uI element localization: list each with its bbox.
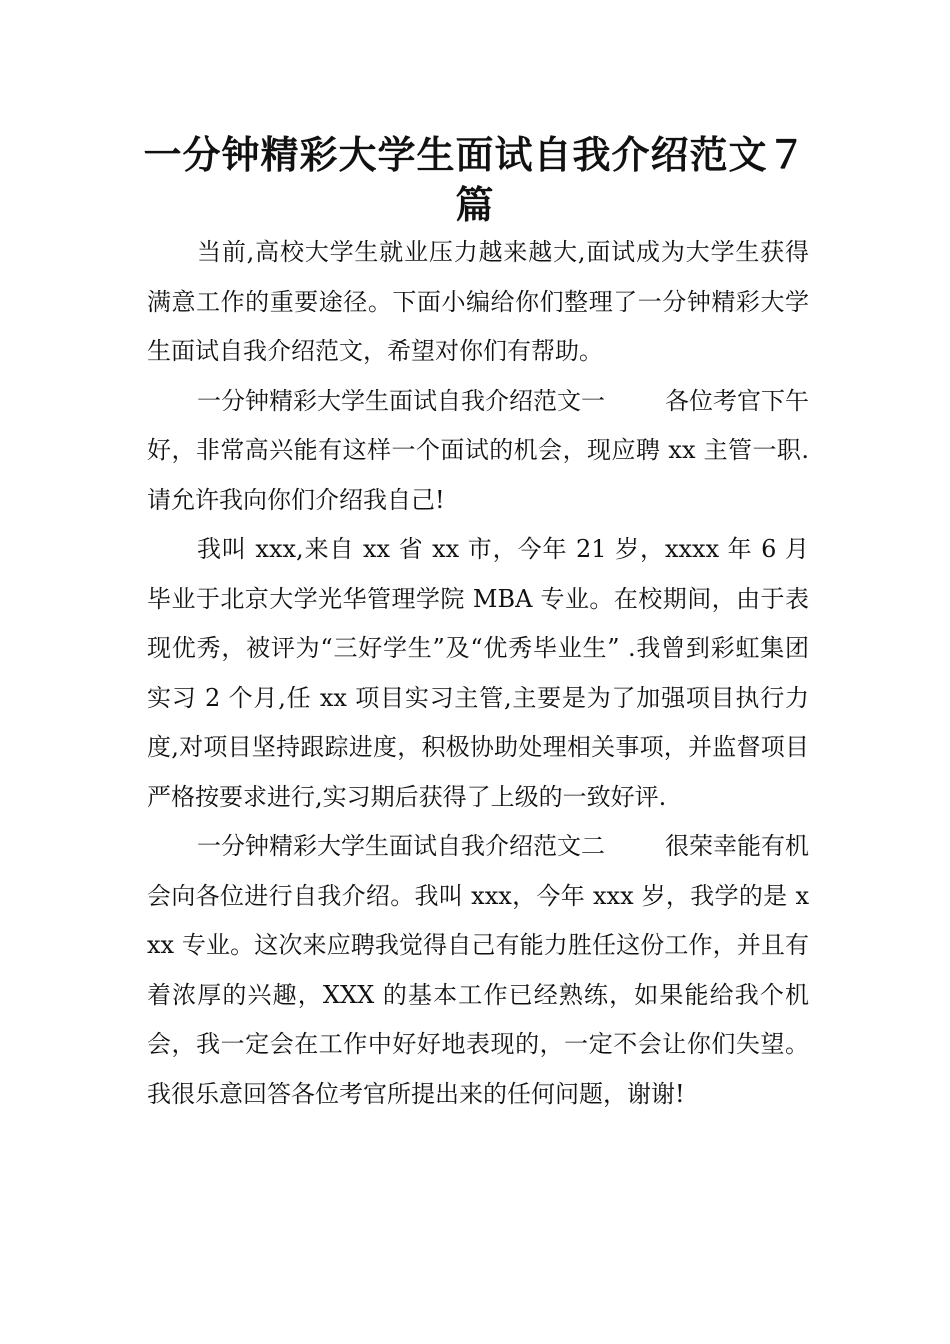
intro-paragraph: 当前,高校大学生就业压力越来越大,面试成为大学生获得满意工作的重要途径。下面小编给你们整理了一分钟精彩大学生面试自我介绍范文，希望对你们有帮助。 — [147, 238, 809, 365]
section-one-paragraph — [147, 377, 809, 526]
self-intro-paragraph: 我叫 xxx,来自 xx 省 xx 市，今年 21 岁，xxxx 年 6 月毕业于北京大学光华管理学院 MBA 专业。在校期间，由于表现优秀，被评为“三好学生”及“优秀毕业生” .我曾到彩虹集团实习 2 个月,任 xx 项目实习主管,主要是为了加强项目执行力度,对项目坚持跟踪进度，积极协助处理相关事项，并监督项目严格按要求进行,实习期后获得了上级的一致好评. — [147, 535, 809, 811]
section-one-heading: 一分钟精彩大学生面试自我介绍范文一 — [197, 386, 605, 415]
section-two-heading: 一分钟精彩大学生面试自我介绍范文二 — [197, 832, 605, 860]
document-title: 一分钟精彩大学生面试自我介绍范文７篇 — [143, 133, 807, 227]
document-body — [147, 228, 809, 1119]
section-one-lead: 各位考官 — [665, 386, 761, 415]
section-two-lead: 很荣幸能 — [665, 832, 761, 860]
section-two-text: 有机会向各位进行自我介绍。我叫 xxx，今年 xxx 岁，我学的是 xxx 专业。这次来应聘我觉得自己有能力胜任这份工作，并且有着浓厚的兴趣，XXX 的基本工作已经熟练，如果能给我个机会，我一定会在工作中好好地表现的，一定不会让你们失望。 我很乐意回答各位考官所提出来的任何问题，谢谢! — [147, 832, 809, 1108]
section-two-paragraph — [147, 822, 809, 1119]
section-one-text: 下午好，非常高兴能有这样一个面试的机会，现应聘 xx 主管一职.请允许我向你们介绍我自己! — [147, 386, 809, 514]
